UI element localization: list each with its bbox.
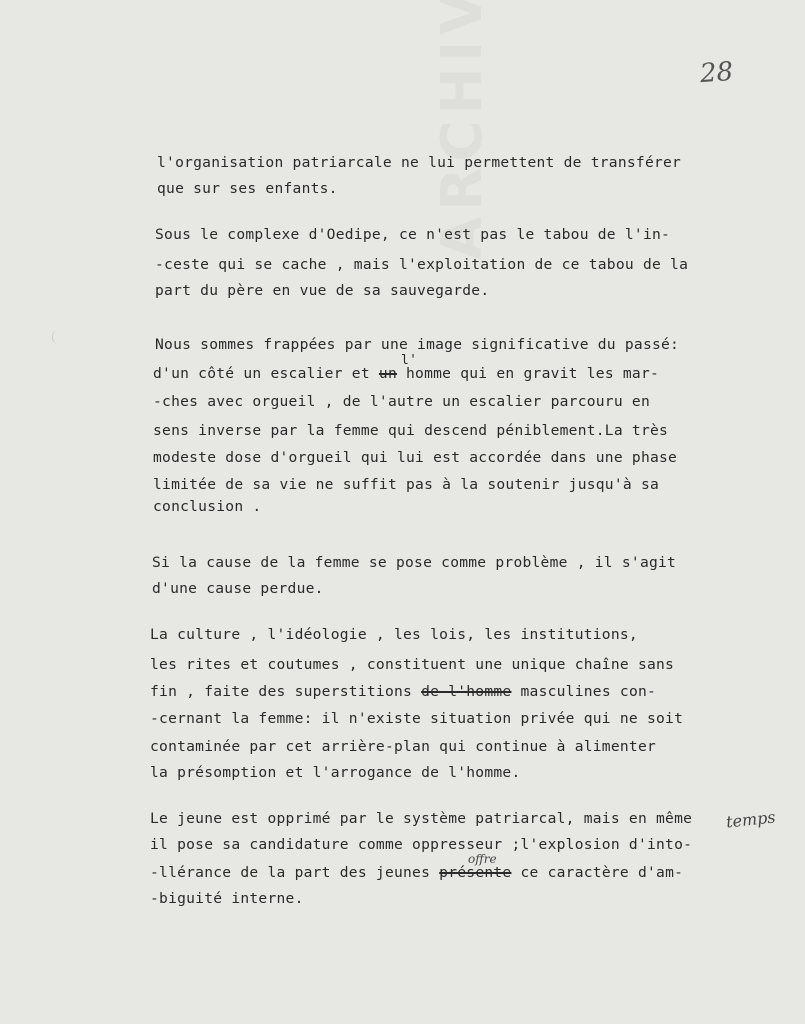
text-line: modeste dose d'orgueil qui lui est accordée dans une phase (153, 449, 678, 466)
text-segment: -llérance de la part des jeunes (150, 864, 440, 881)
text-line: il pose sa candidature comme oppresseur ;l'explosion d'into- (150, 836, 693, 853)
text-line: la présomption et l'arrogance de l'homme. (150, 764, 521, 781)
text-segment: part du (155, 282, 219, 299)
page-number: 28 (698, 56, 735, 90)
text-line: Sous le complexe d'Oedipe, ce n'est pas le tabou de l'in- (155, 226, 671, 243)
text-line: -ches avec orgueil , de l'autre un escalier parcouru en (153, 393, 650, 410)
text-segment: fin , faite des superstitions (150, 683, 422, 700)
text-line: -ceste qui se cache , mais l'exploitation de ce tabou de la (155, 256, 689, 273)
struck-text: présente (439, 864, 512, 881)
text-segment: homme qui en gravit les mar- (396, 365, 660, 382)
text-line-corrected (153, 367, 659, 382)
text-line: Si la cause de la femme se pose comme problème , il s'agit (152, 554, 677, 571)
text-line: que sur ses enfants. (157, 180, 338, 197)
text-segment: ce caractère d'am- (511, 864, 684, 881)
margin-pencil-mark (52, 330, 63, 344)
text-line: limitée de sa vie ne suffit pas à la soutenir jusqu'à sa (153, 476, 660, 493)
text-line: l'organisation patriarcale ne lui permettent de transférer (157, 154, 682, 171)
text-segment: d'un côté un escalier et (153, 365, 379, 382)
archive-watermark (430, 0, 495, 260)
text-segment: masculines con- (511, 683, 657, 700)
text-line-corrected (150, 685, 656, 700)
text-line: Nous sommes frappées par une image significative du passé: (155, 336, 680, 353)
text-segment: père en vue de sa sauvegarde. (218, 282, 490, 299)
handwritten-insertion: l' (401, 353, 418, 368)
text-line: La culture , l'idéologie , les lois, les institutions, (150, 626, 638, 643)
text-line: conclusion . (153, 498, 262, 515)
text-line: -biguité interne. (150, 890, 304, 907)
text-line: d'une cause perdue. (152, 580, 324, 597)
handwritten-insertion: offre (468, 852, 497, 866)
text-line-corrected (155, 284, 489, 299)
text-line: contaminée par cet arrière-plan qui continue à alimenter (150, 738, 657, 755)
text-line: les rites et coutumes , constituent une unique chaîne sans (150, 656, 675, 673)
struck-text: un (378, 365, 397, 382)
struck-text: de l'homme (421, 683, 512, 700)
text-line-corrected (150, 866, 683, 881)
text-line: sens inverse par la femme qui descend péniblement.La très (153, 422, 669, 439)
text-line: -cernant la femme: il n'existe situation privée qui ne soit (150, 710, 684, 727)
handwritten-margin-note: temps (725, 807, 777, 832)
text-line: Le jeune est opprimé par le système patriarcal, mais en même (150, 810, 693, 827)
